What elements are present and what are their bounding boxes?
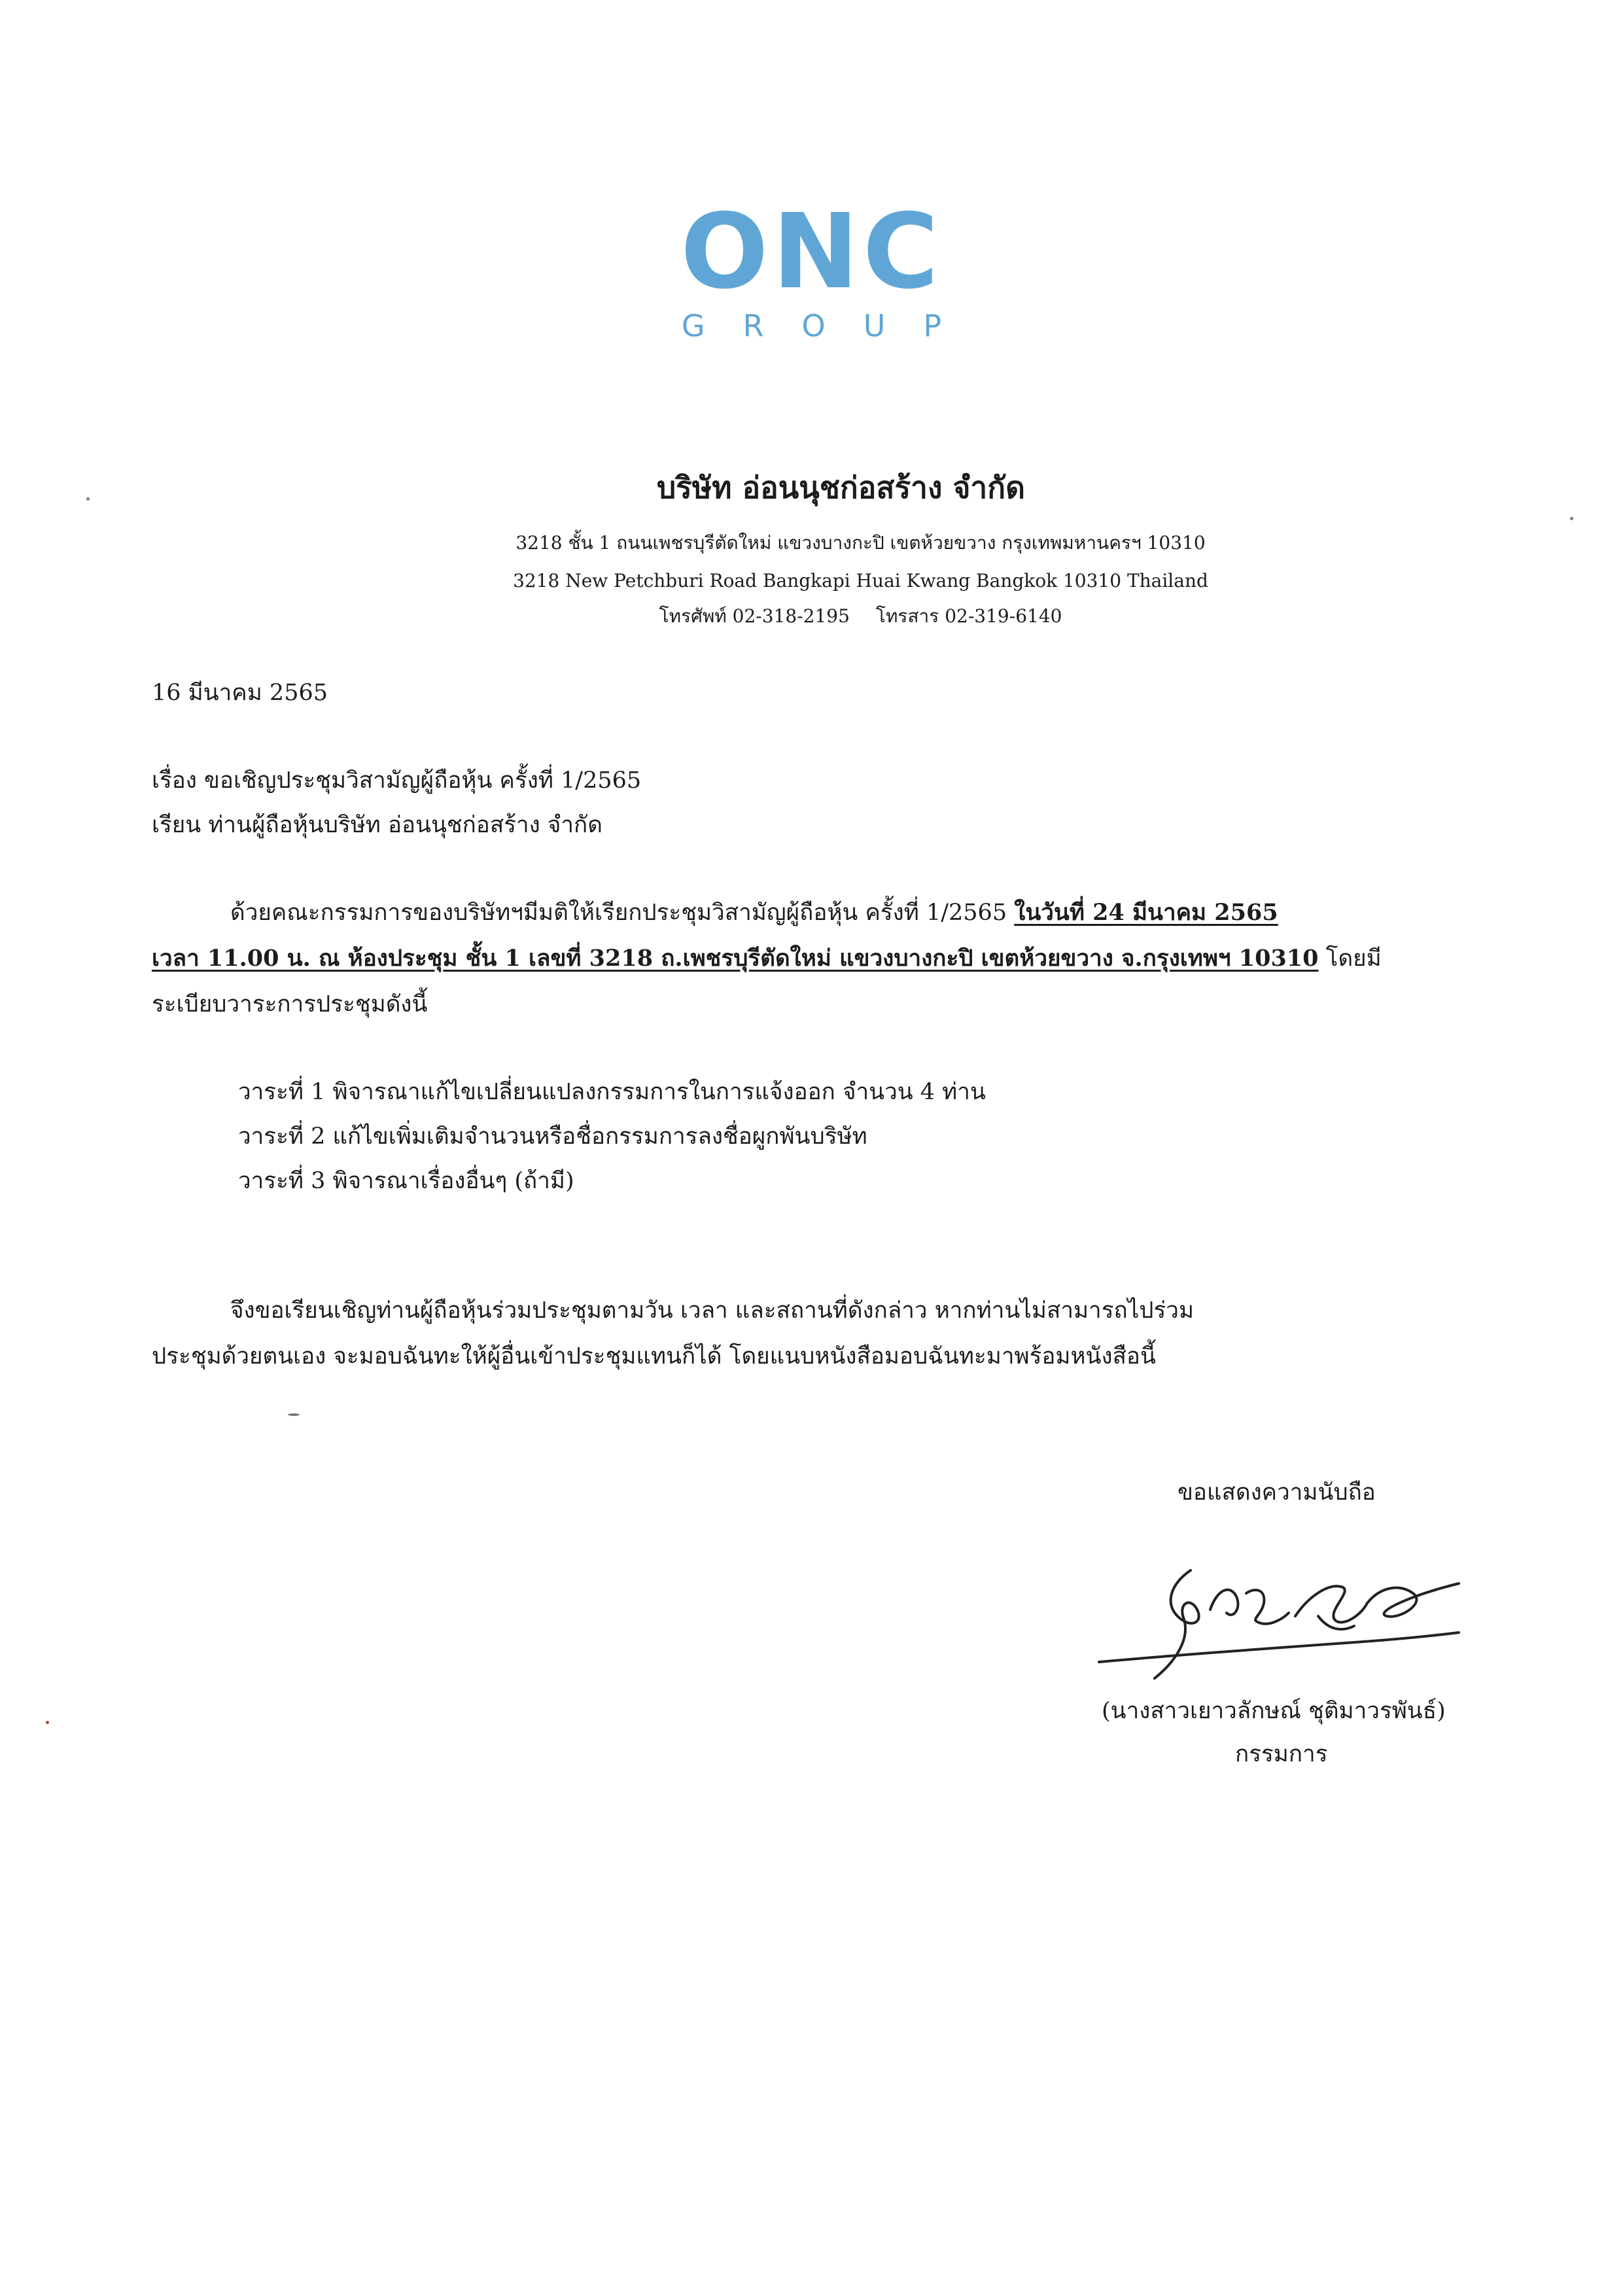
- meeting-date: ในวันที่ 24 มีนาคม 2565: [1014, 899, 1278, 926]
- company-logo-subtitle: GROUP: [681, 308, 980, 344]
- signer-name: (นางสาวเยาวลักษณ์ ชุติมาวรพันธ์): [1102, 1698, 1446, 1724]
- paragraph-1-text: ด้วยคณะกรรมการของบริษัทฯมีมติให้เรียกประชุมวิสามัญผู้ถือหุ้น ครั้งที่ 1/2565: [230, 900, 1015, 926]
- phone-number: โทรศัพท์ 02-318-2195: [659, 605, 850, 627]
- address-thai: 3218 ชั้น 1 ถนนเพชรบุรีตัดใหม่ แขวงบางกะปิ เขตห้วยขวาง กรุงเทพมหานครฯ 10310: [515, 532, 1206, 554]
- agenda-item: วาระที่ 2 แก้ไขเพิ่มเติมจำนวนหรือชื่อกรรมการลงชื่อผูกพันบริษัท: [238, 1123, 867, 1150]
- company-logo: ONC: [680, 192, 943, 312]
- letter-date: 16 มีนาคม 2565: [152, 680, 328, 706]
- paragraph-1-line-3: ระเบียบวาระการประชุมดังนี้: [152, 991, 428, 1017]
- signer-title: กรรมการ: [1235, 1741, 1328, 1767]
- letter-subject: เรื่อง ขอเชิญประชุมวิสามัญผู้ถือหุ้น ครั้งที่ 1/2565: [152, 768, 642, 794]
- closing-phrase: ขอแสดงความนับถือ: [1178, 1479, 1376, 1506]
- agenda-item: วาระที่ 1 พิจารณาแก้ไขเปลี่ยนแปลงกรรมการในการแจ้งออก จำนวน 4 ท่าน: [238, 1079, 986, 1105]
- paragraph-2-line-1: จึงขอเรียนเชิญท่านผู้ถือหุ้นร่วมประชุมตามวัน เวลา และสถานที่ดังกล่าว หากท่านไม่สามารถไปร่วม: [230, 1298, 1195, 1324]
- paragraph-1-continuation: โดยมี: [1318, 945, 1382, 972]
- paragraph-2-line-2: ประชุมด้วยตนเอง จะมอบฉันทะให้ผู้อื่นเข้าประชุมแทนก็ได้ โดยแนบหนังสือมอบฉันทะมาพร้อมหนังสือนี้: [152, 1343, 1156, 1369]
- company-name: บริษัท อ่อนนุชก่อสร้าง จำกัด: [656, 470, 1025, 505]
- scan-speck: [288, 1413, 300, 1416]
- fax-number: โทรสาร 02-319-6140: [875, 605, 1062, 627]
- scan-speck: [86, 497, 90, 501]
- contact-line: [0, 603, 1623, 629]
- letter-salutation: เรียน ท่านผู้ถือหุ้นบริษัท อ่อนนุชก่อสร้าง จำกัด: [152, 812, 602, 838]
- paragraph-1-line-1: [230, 896, 1278, 929]
- scan-speck: [1570, 517, 1573, 520]
- handwritten-signature: [1092, 1557, 1485, 1688]
- agenda-item: วาระที่ 3 พิจารณาเรื่องอื่นๆ (ถ้ามี): [238, 1168, 574, 1194]
- address-english: 3218 New Petchburi Road Bangkapi Huai Kwang Bangkok 10310 Thailand: [513, 570, 1208, 592]
- paragraph-1-line-2: [152, 942, 1382, 975]
- meeting-time-venue: เวลา 11.00 น. ณ ห้องประชุม ชั้น 1 เลขที่ 3218 ถ.เพชรบุรีตัดใหม่ แขวงบางกะปิ เขตห้วยขวาง จ.กรุงเทพฯ 10310: [152, 945, 1319, 972]
- scan-speck: [46, 1721, 49, 1724]
